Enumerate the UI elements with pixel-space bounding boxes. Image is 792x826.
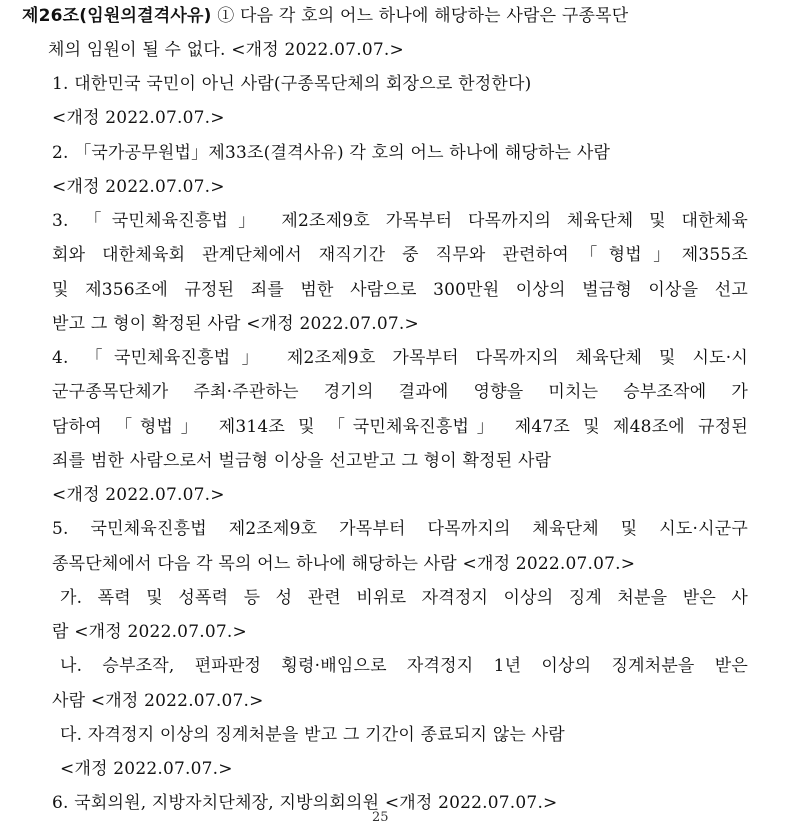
item-5-line-2: 종목단체에서 다음 각 목의 어느 하나에 해당하는 사람 <개정 2022.07.07.> bbox=[52, 554, 636, 574]
sub-item-ga-line-1: 가. 폭력 및 성폭력 등 성 관련 비위로 자격정지 이상의 징계 처분을 받은 사 bbox=[60, 588, 748, 608]
item-2-line-2: <개정 2022.07.07.> bbox=[52, 177, 225, 197]
item-5-line-1: 5. 국민체육진흥법 제2조제9호 가목부터 다목까지의 체육단체 및 시도·시군구 bbox=[52, 519, 748, 539]
item-4-line-3: 담하여 「형법」 제314조 및 「국민체육진흥법」 제47조 및 제48조에 규정된 bbox=[52, 417, 748, 437]
article-heading-line bbox=[22, 5, 628, 27]
article-intro-line1: ① 다음 각 호의 어느 하나에 해당하는 사람은 구종목단 bbox=[217, 6, 629, 26]
item-1-line-2: <개정 2022.07.07.> bbox=[52, 108, 225, 128]
item-4-line-2: 군구종목단체가 주최·주관하는 경기의 결과에 영향을 미치는 승부조작에 가 bbox=[52, 382, 748, 402]
item-1-line-1: 1. 대한민국 국민이 아닌 사람(구종목단체의 회장으로 한정한다) bbox=[52, 74, 532, 94]
item-3-line-3: 및 제356조에 규정된 죄를 범한 사람으로 300만원 이상의 벌금형 이상을 선고 bbox=[52, 280, 748, 300]
item-2-line-1: 2. 「국가공무원법」제33조(결격사유) 각 호의 어느 하나에 해당하는 사람 bbox=[52, 143, 611, 163]
item-3-line-1: 3. 「국민체육진흥법」 제2조제9호 가목부터 다목까지의 체육단체 및 대한체육 bbox=[52, 211, 748, 231]
article-intro-line2: 체의 임원이 될 수 없다. <개정 2022.07.07.> bbox=[48, 40, 404, 60]
item-4-line-1: 4. 「국민체육진흥법」 제2조제9호 가목부터 다목까지의 체육단체 및 시도·시 bbox=[52, 348, 748, 368]
item-6-line: 6. 국회의원, 지방자치단체장, 지방의회의원 <개정 2022.07.07.> bbox=[52, 793, 558, 813]
item-3-line-4: 받고 그 형이 확정된 사람 <개정 2022.07.07.> bbox=[52, 314, 419, 334]
sub-item-da-line-1: 다. 자격정지 이상의 징계처분을 받고 그 기간이 종료되지 않는 사람 bbox=[60, 725, 565, 745]
sub-item-na-line-2: 사람 <개정 2022.07.07.> bbox=[52, 691, 264, 711]
page-number: 25 bbox=[372, 810, 389, 825]
sub-item-da-line-2: <개정 2022.07.07.> bbox=[60, 759, 233, 779]
item-3-line-2: 회와 대한체육회 관계단체에서 재직기간 중 직무와 관련하여「형법」제355조 bbox=[52, 245, 748, 265]
item-4-line-5: <개정 2022.07.07.> bbox=[52, 485, 225, 505]
article-heading: 제26조(임원의결격사유) bbox=[22, 6, 212, 26]
sub-item-ga-line-2: 람 <개정 2022.07.07.> bbox=[52, 622, 247, 642]
item-4-line-4: 죄를 범한 사람으로서 벌금형 이상을 선고받고 그 형이 확정된 사람 bbox=[52, 451, 552, 471]
sub-item-na-line-1: 나. 승부조작, 편파판정 횡령·배임으로 자격정지 1년 이상의 징계처분을 받은 bbox=[60, 656, 748, 676]
